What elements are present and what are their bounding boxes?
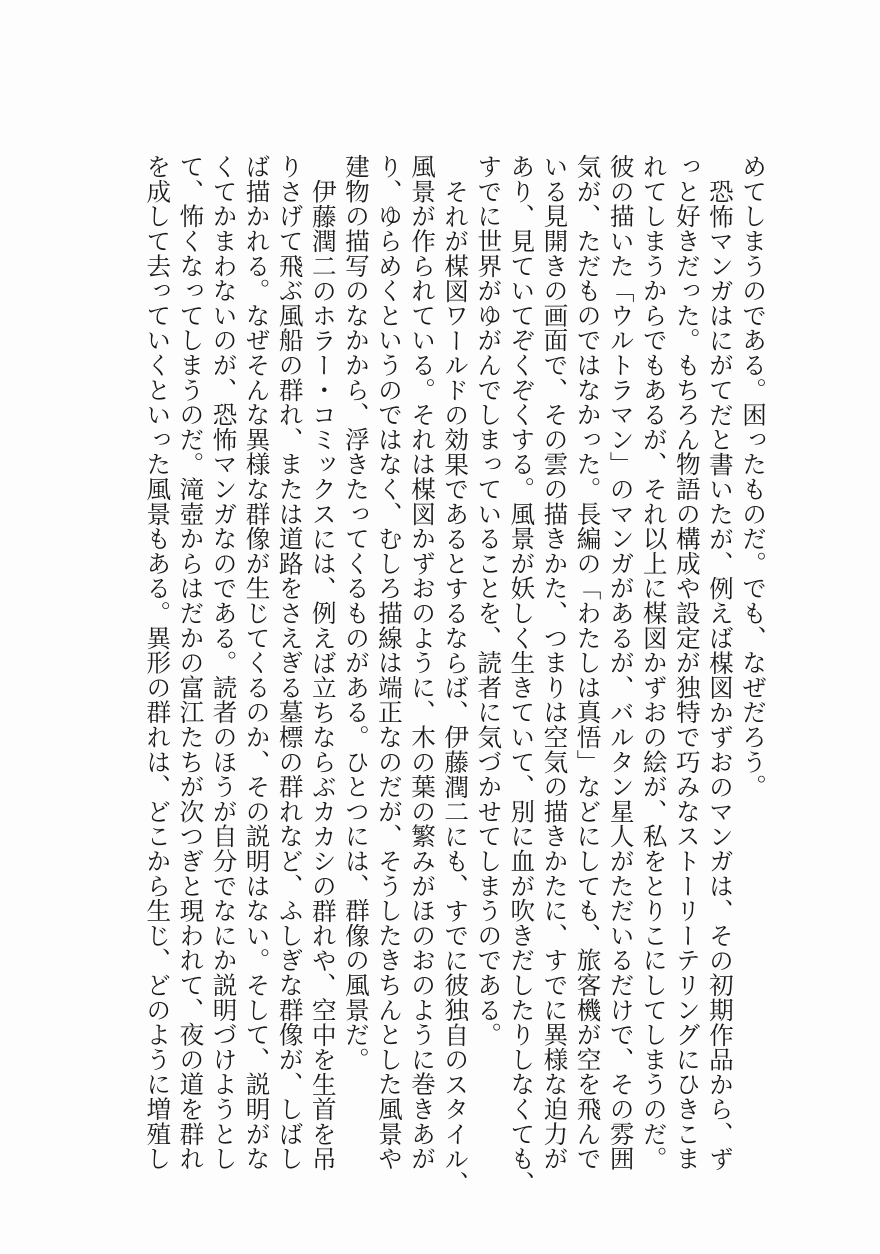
text-line: れてしまうからでもあるが、それ以上に楳図かずおの絵が、私をとりこにしてしまうのだ。 bbox=[639, 154, 669, 1171]
text-line: くてかまわないのが、恐怖マンガなのである。読者のほうが自分でなにか説明づけようとし bbox=[209, 154, 239, 1171]
text-line: すでに世界がゆがんでしまっていることを、読者に気づかせてしまうのである。 bbox=[474, 154, 504, 1047]
text-line: て、怖くなってしまうのだ。滝壺からはだかの富江たちが次つぎと現われて、夜の道を群れ bbox=[176, 154, 206, 1171]
text-line: あり、見ていてぞくぞくする。風景が妖しく生きていて、別に血が吹きだしたりしなくても、 bbox=[507, 154, 537, 1196]
text-line: 伊藤潤二のホラー・コミックスには、例えば立ちならぶカカシの群れや、空中を生首を吊 bbox=[308, 178, 338, 1171]
text-line: を成して去っていくといった風景もある。異形の群れは、どこから生じ、どのように増殖し bbox=[143, 154, 173, 1171]
text-line: いる見開きの画面で、その雲の描きかた、つまりは空気の描きかたに、すでに異様な迫力が bbox=[540, 154, 570, 1171]
text-line: ば描かれる。なぜそんな異様な群像が生じてくるのか、その説明はない。そして、説明がな bbox=[242, 154, 272, 1171]
text-line: 彼の描いた「ウルトラマン」のマンガがあるが、バルタン星人がただいるだけで、その雰囲 bbox=[606, 154, 636, 1171]
text-line: めてしまうのである。困ったものだ。でも、なぜだろう。 bbox=[739, 154, 768, 799]
text-line: 風景が作られている。それは楳図かずおのように、木の葉の繁みがほのおのように巻きあが bbox=[408, 154, 438, 1171]
text-line: りさげて飛ぶ風船の群れ、または道路をさえぎる墓標の群れなど、ふしぎな群像が、しばし bbox=[275, 154, 305, 1171]
text-line: っと好きだった。もちろん物語の構成や設定が独特で巧みなストーリーテリングにひきこま bbox=[672, 154, 702, 1171]
text-line: 建物の描写のなかから、浮きたってくるものがある。ひとつには、群像の風景だ。 bbox=[341, 154, 371, 1072]
text-line: り、ゆらめくというのではなく、むしろ描線は端正なのだが、そうしたきちんとした風景や bbox=[374, 154, 404, 1171]
text-line: それが楳図ワールドの効果であるとするならば、伊藤潤二にも、すでに彼独自のスタイル、 bbox=[441, 178, 471, 1196]
vertical-text-body bbox=[118, 154, 770, 1196]
text-line: 気が、ただものではなかった。長編の「わたしは真悟」などにしても、旅客機が空を飛んで bbox=[573, 154, 603, 1171]
text-line: 恐怖マンガはにがてだと書いたが、例えば楳図かずおのマンガは、その初期作品から、ず bbox=[705, 178, 735, 1171]
